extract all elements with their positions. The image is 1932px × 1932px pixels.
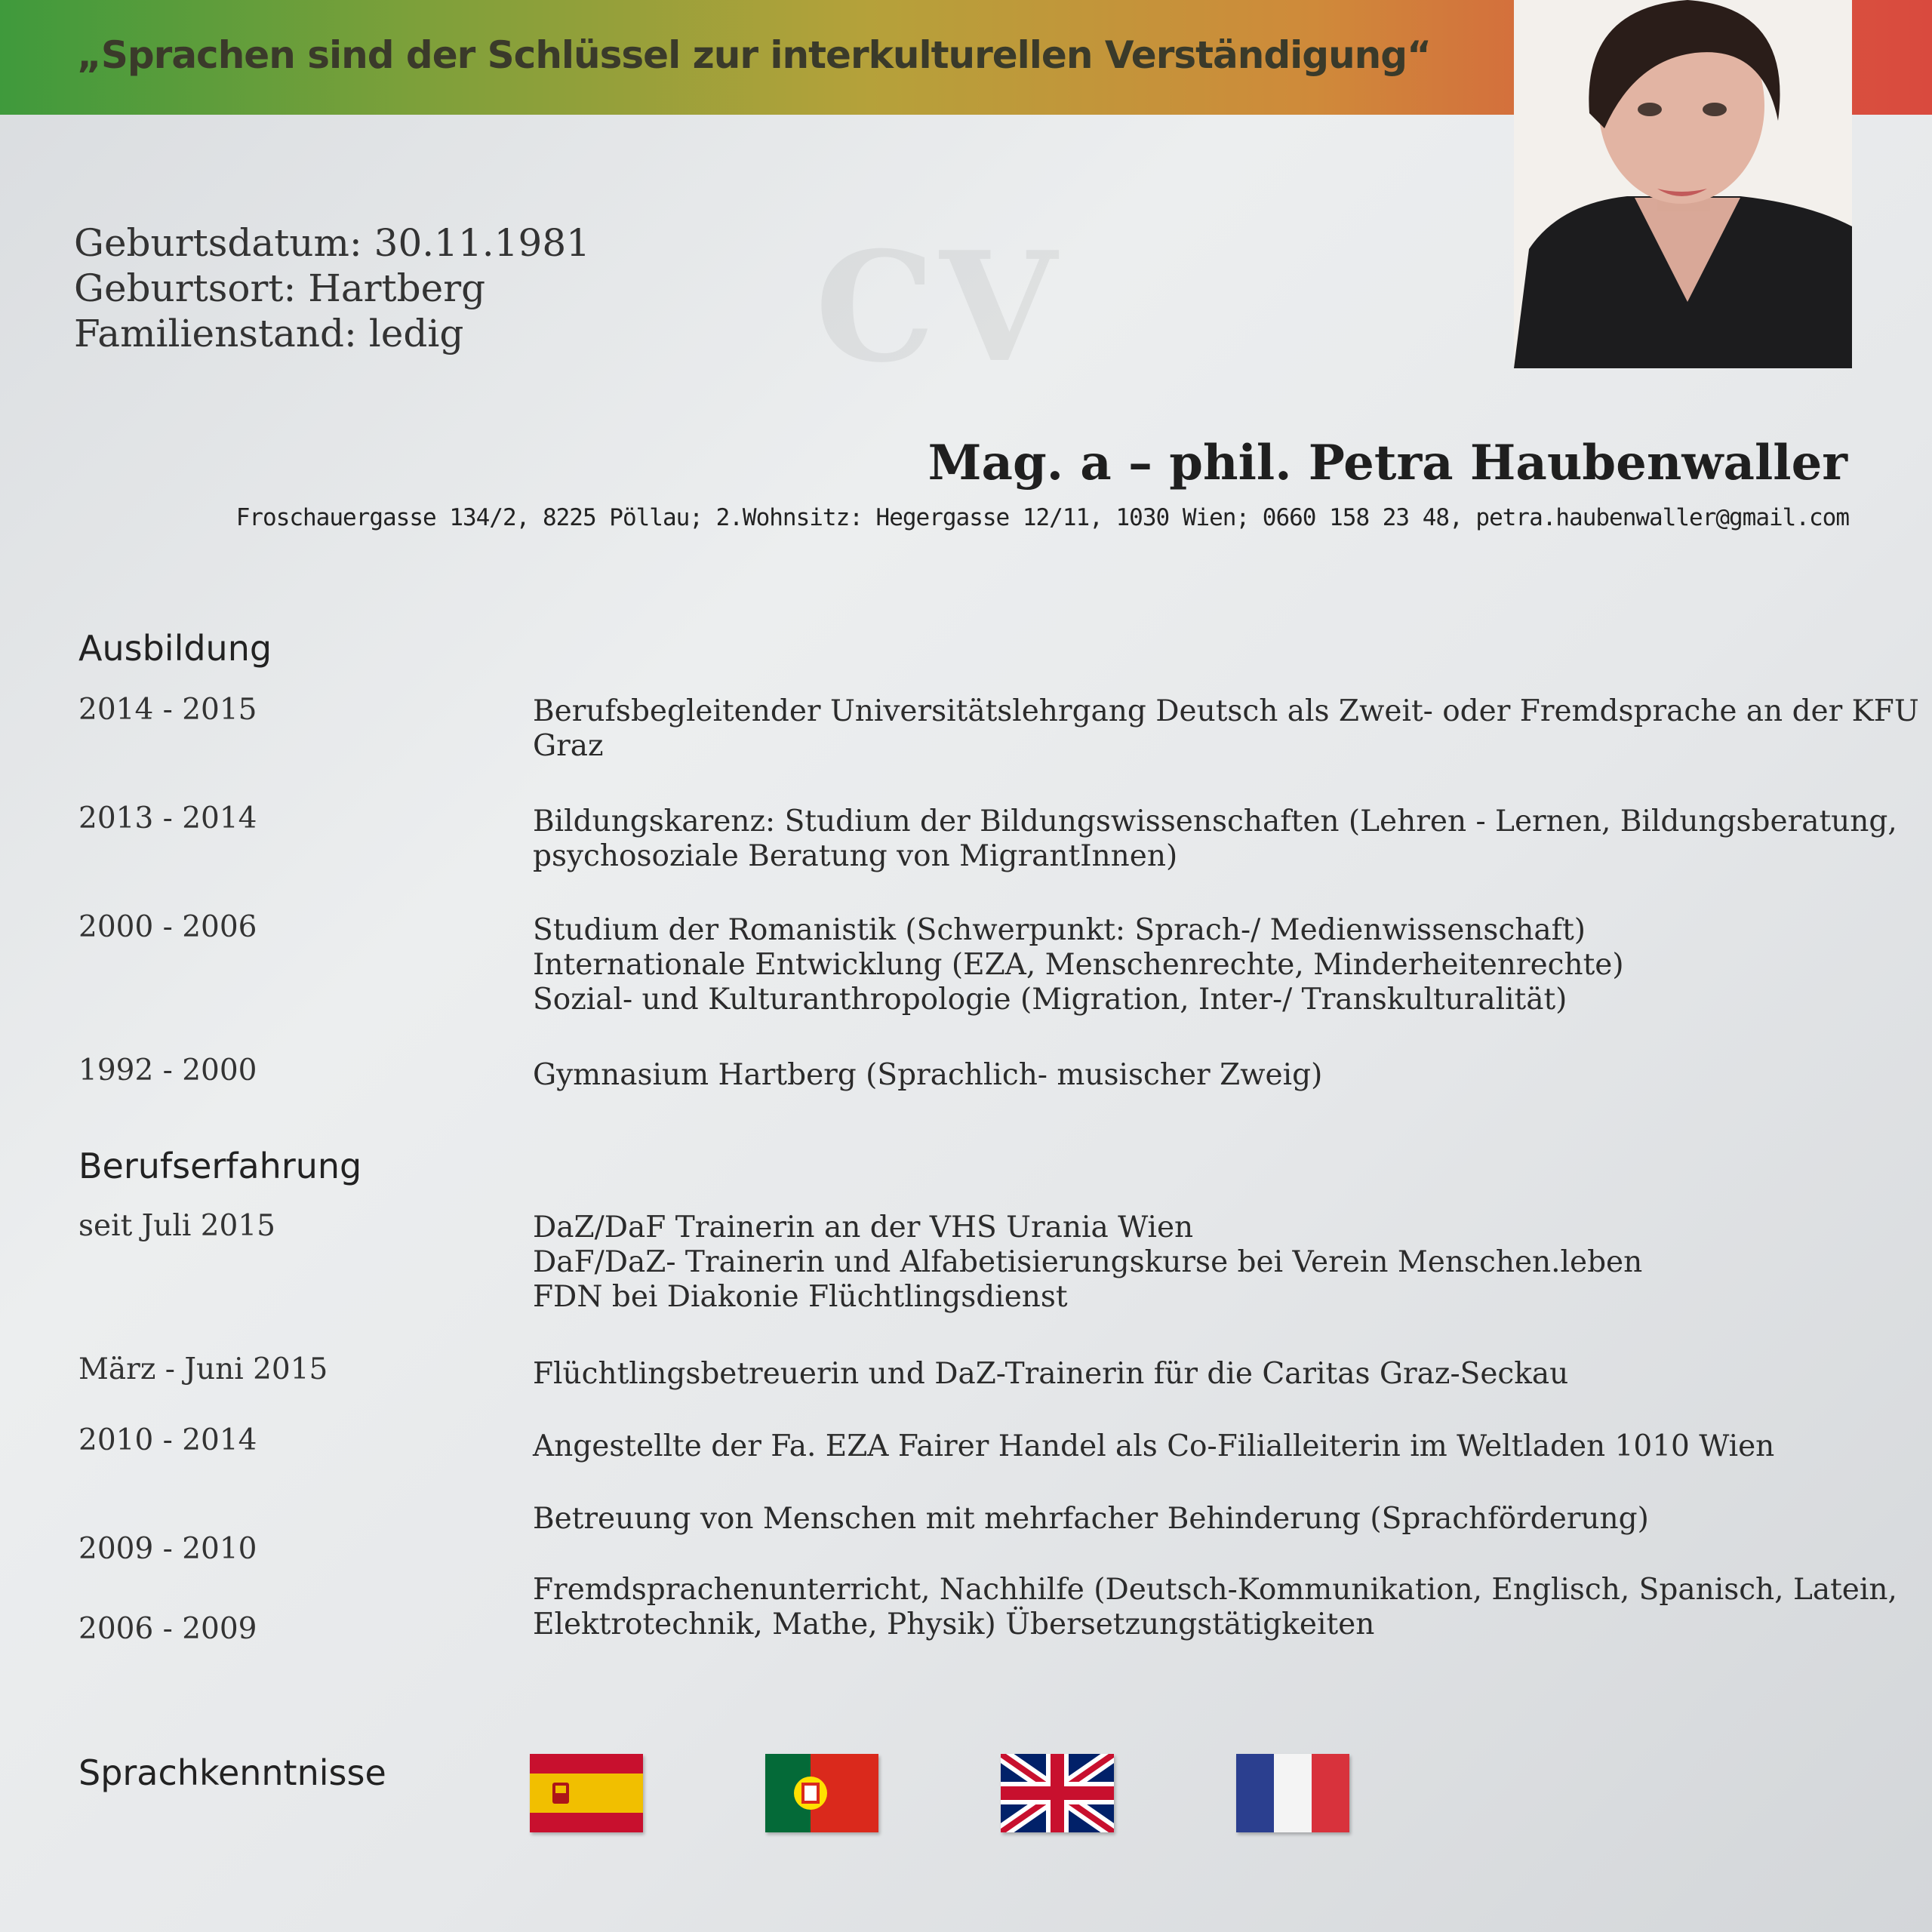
education-line: psychosoziale Beratung von MigrantInnen) xyxy=(533,839,1178,873)
experience-text xyxy=(533,1502,1831,1537)
experience-line: Angestellte der Fa. EZA Fairer Handel als Co-Filialleiterin im Weltladen 1010 Wien xyxy=(533,1429,1775,1463)
education-text xyxy=(533,913,1831,1017)
experience-line: Flüchtlingsbetreuerin und DaZ-Trainerin für die Caritas Graz-Seckau xyxy=(533,1357,1569,1391)
experience-text xyxy=(533,1429,1831,1464)
experience-line: Betreuung von Menschen mit mehrfacher Behinderung (Sprachförderung) xyxy=(533,1502,1649,1536)
experience-text xyxy=(533,1573,1897,1642)
person-name: Mag. a – phil. Petra Haubenwaller xyxy=(928,435,1847,491)
experience-line: DaF/DaZ- Trainerin und Alfabetisierungskurse bei Verein Menschen.leben xyxy=(533,1245,1643,1279)
section-title-experience: Berufserfahrung xyxy=(78,1146,362,1186)
education-text xyxy=(533,694,1919,764)
birth-date: Geburtsdatum: 30.11.1981 xyxy=(74,221,590,265)
education-line: Graz xyxy=(533,729,604,763)
portugal-flag-icon xyxy=(765,1754,878,1832)
contact-address: Froschauergasse 134/2, 8225 Pöllau; 2.Wohnsitz: Hegergasse 12/11, 1030 Wien; 0660 158 23 48, petra.haubenwaller@gmail.com xyxy=(235,504,1849,531)
marital-status: Familienstand: ledig xyxy=(74,312,464,355)
cv-watermark: CV xyxy=(815,219,1062,396)
experience-line: Elektrotechnik, Mathe, Physik) Übersetzungstätigkeiten xyxy=(533,1607,1375,1641)
uk-flag-icon xyxy=(1001,1754,1114,1832)
education-text xyxy=(533,1058,1831,1093)
section-title-languages: Sprachkenntnisse xyxy=(78,1752,386,1793)
experience-text xyxy=(533,1211,1831,1315)
education-line: Bildungskarenz: Studium der Bildungswissenschaften (Lehren - Lernen, Bildungsberatung, xyxy=(533,804,1897,838)
experience-line: FDN bei Diakonie Flüchtlingsdienst xyxy=(533,1280,1068,1314)
birth-place: Geburtsort: Hartberg xyxy=(74,266,486,310)
experience-date: 2010 - 2014 xyxy=(78,1423,257,1457)
experience-date: 2006 - 2009 xyxy=(78,1612,257,1646)
education-date: 1992 - 2000 xyxy=(78,1054,257,1088)
education-line: Studium der Romanistik (Schwerpunkt: Sprach-/ Medienwissenschaft) xyxy=(533,913,1586,947)
personal-info xyxy=(74,220,590,356)
slogan: „Sprachen sind der Schlüssel zur interkulturellen Verständigung“ xyxy=(77,33,1431,77)
education-text xyxy=(533,804,1897,874)
profile-photo xyxy=(1514,0,1852,368)
education-line: Gymnasium Hartberg (Sprachlich- musischer Zweig) xyxy=(533,1058,1323,1092)
education-line: Sozial- und Kulturanthropologie (Migration, Inter-/ Transkulturalität) xyxy=(533,983,1567,1017)
experience-text xyxy=(533,1357,1831,1392)
education-date: 2014 - 2015 xyxy=(78,693,257,727)
education-line: Berufsbegleitender Universitätslehrgang Deutsch als Zweit- oder Fremdsprache an der KFU xyxy=(533,694,1919,728)
experience-line: Fremdsprachenunterricht, Nachhilfe (Deutsch-Kommunikation, Englisch, Spanisch, Latein, xyxy=(533,1573,1897,1607)
experience-line: DaZ/DaF Trainerin an der VHS Urania Wien xyxy=(533,1211,1194,1244)
experience-date: März - Juni 2015 xyxy=(78,1352,328,1386)
spain-flag-icon xyxy=(530,1754,643,1832)
education-date: 2000 - 2006 xyxy=(78,910,257,944)
france-flag-icon xyxy=(1236,1754,1349,1832)
experience-date: 2009 - 2010 xyxy=(78,1532,257,1566)
section-title-education: Ausbildung xyxy=(78,628,272,669)
education-date: 2013 - 2014 xyxy=(78,801,257,835)
education-line: Internationale Entwicklung (EZA, Menschenrechte, Minderheitenrechte) xyxy=(533,948,1624,982)
experience-date: seit Juli 2015 xyxy=(78,1209,275,1243)
